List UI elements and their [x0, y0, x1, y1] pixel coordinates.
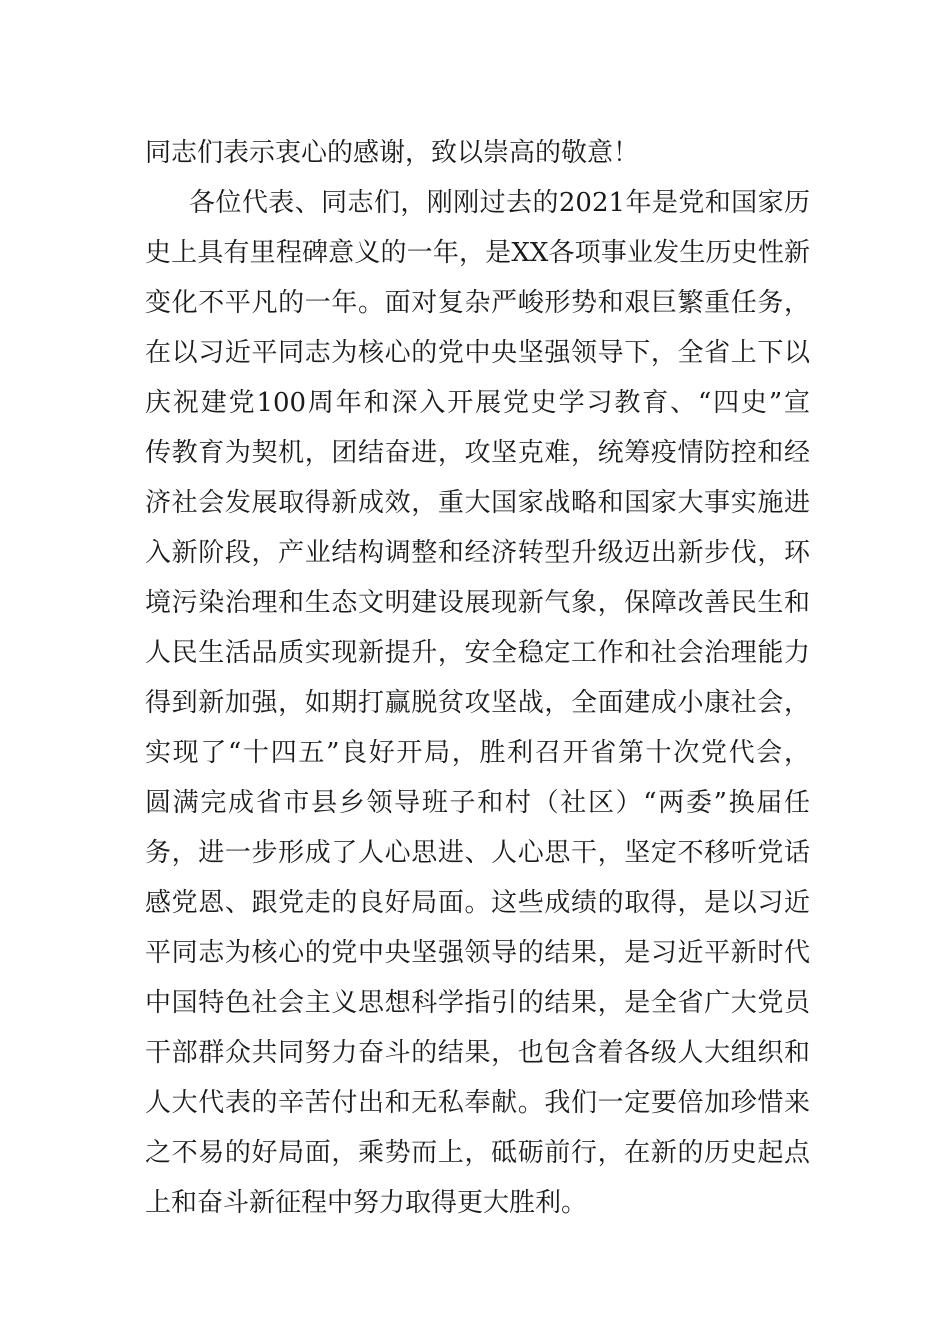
text-line: 传教育为契机，团结奋进，攻坚克难，统筹疫情防控和经 — [145, 438, 810, 468]
text-line: 入新阶段，产业结构调整和经济转型升级迈出新步伐，环 — [145, 538, 810, 568]
text-line: 之不易的好局面，乘势而上，砥砺前行，在新的历史起点 — [145, 1138, 810, 1168]
text-line: 同志们表示衷心的感谢，致以崇高的敬意！ — [145, 138, 640, 168]
text-line: 各位代表、同志们，刚刚过去的2021年是党和国家历 — [189, 188, 810, 218]
body-text — [145, 128, 810, 1228]
text-line: 境污染治理和生态文明建设展现新气象，保障改善民生和 — [145, 588, 810, 618]
text-line: 圆满完成省市县乡领导班子和村（社区）“两委”换届任 — [145, 788, 810, 818]
text-line: 平同志为核心的党中央坚强领导的结果，是习近平新时代 — [145, 938, 810, 968]
text-line: 实现了“十四五”良好开局，胜利召开省第十次党代会， — [145, 738, 810, 768]
text-line: 济社会发展取得新成效，重大国家战略和国家大事实施进 — [145, 488, 810, 518]
text-line: 人大代表的辛苦付出和无私奉献。我们一定要倍加珍惜来 — [145, 1088, 810, 1118]
text-line: 得到新加强，如期打赢脱贫攻坚战，全面建成小康社会， — [145, 688, 810, 718]
text-line: 在以习近平同志为核心的党中央坚强领导下，全省上下以 — [145, 338, 810, 368]
text-line: 变化不平凡的一年。面对复杂严峻形势和艰巨繁重任务， — [145, 288, 810, 318]
text-line: 中国特色社会主义思想科学指引的结果，是全省广大党员 — [145, 988, 810, 1018]
text-line: 务，进一步形成了人心思进、人心思干，坚定不移听党话 — [145, 838, 810, 868]
text-line: 上和奋斗新征程中努力取得更大胜利。 — [145, 1188, 588, 1218]
text-line: 史上具有里程碑意义的一年，是XX各项事业发生历史性新 — [145, 238, 810, 268]
text-line: 干部群众共同努力奋斗的结果，也包含着各级人大组织和 — [145, 1038, 810, 1068]
text-line: 感党恩、跟党走的良好局面。这些成绩的取得，是以习近 — [145, 888, 810, 918]
text-line: 庆祝建党100周年和深入开展党史学习教育、“四史”宣 — [145, 388, 810, 418]
text-line: 人民生活品质实现新提升，安全稳定工作和社会治理能力 — [145, 638, 810, 668]
